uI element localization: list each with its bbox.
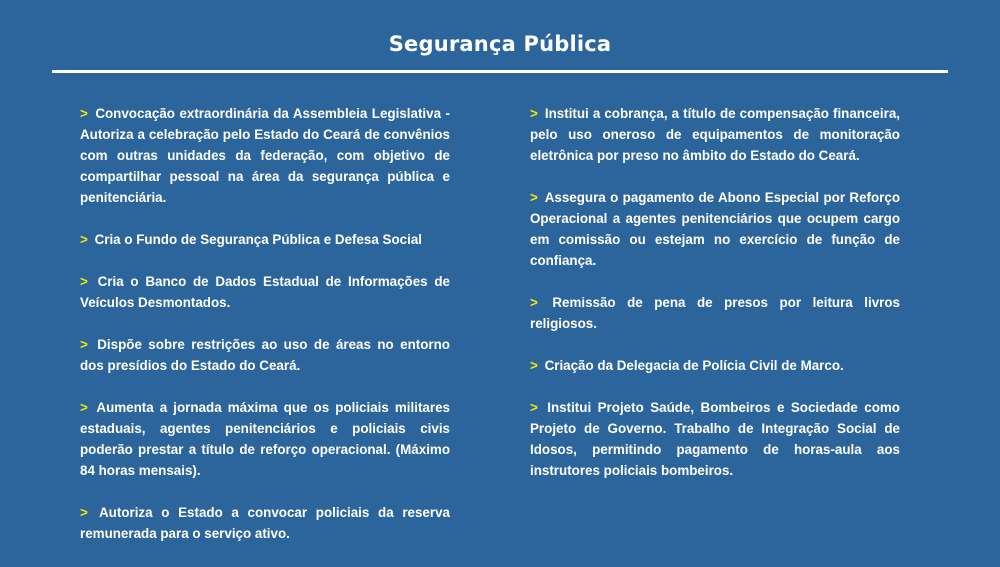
list-item (80, 271, 450, 313)
list-item (530, 292, 900, 334)
bullet-arrow-icon: > (530, 400, 538, 415)
bullet-arrow-icon: > (80, 106, 88, 121)
bullet-arrow-icon: > (530, 358, 538, 373)
list-item-text: Dispõe sobre restrições ao uso de áreas no entorno dos presídios do Estado do Ceará. (80, 337, 450, 373)
list-item (80, 502, 450, 544)
page-title: Segurança Pública (388, 32, 612, 56)
list-item-text: Institui Projeto Saúde, Bombeiros e Sociedade como Projeto de Governo. Trabalho de Integração Social de Idosos, permitindo pagamento de horas-aula aos instrutores policiais bombeiros. (530, 400, 900, 478)
bullet-arrow-icon: > (80, 400, 88, 415)
bullet-arrow-icon: > (530, 295, 538, 310)
left-column (80, 103, 450, 565)
list-item-text: Aumenta a jornada máxima que os policiais militares estaduais, agentes penitenciários e policiais civis poderão prestar a título de reforço operacional. (Máximo 84 horas mensais). (80, 400, 450, 478)
bullet-arrow-icon: > (80, 505, 88, 520)
list-item (530, 187, 900, 271)
bullet-arrow-icon: > (80, 337, 88, 352)
list-item-text: Cria o Fundo de Segurança Pública e Defesa Social (94, 232, 422, 247)
list-item (80, 397, 450, 481)
title-divider (52, 70, 948, 73)
list-item (80, 334, 450, 376)
bullet-arrow-icon: > (80, 274, 88, 289)
list-item (530, 103, 900, 166)
list-item (530, 397, 900, 481)
list-item (80, 229, 450, 250)
list-item-text: Assegura o pagamento de Abono Especial por Reforço Operacional a agentes penitenciários que ocupem cargo em comissão ou estejam no exercício de função de confiança. (530, 190, 900, 268)
bullet-arrow-icon: > (530, 106, 538, 121)
right-column (530, 103, 900, 502)
list-item-text: Criação da Delegacia de Polícia Civil de Marco. (544, 358, 844, 373)
list-item (530, 355, 900, 376)
list-item-text: Convocação extraordinária da Assembleia Legislativa - Autoriza a celebração pelo Estado do Ceará de convênios com outras unidades da federação, com objetivo de compartilhar pessoal na área da segurança pública e penitenciária. (80, 106, 450, 205)
list-item-text: Institui a cobrança, a título de compensação financeira, pelo uso oneroso de equipamentos de monitoração eletrônica por preso no âmbito do Estado do Ceará. (530, 106, 900, 163)
list-item (80, 103, 450, 208)
bullet-arrow-icon: > (530, 190, 538, 205)
list-item-text: Remissão de pena de presos por leitura livros religiosos. (530, 295, 900, 331)
list-item-text: Autoriza o Estado a convocar policiais da reserva remunerada para o serviço ativo. (80, 505, 450, 541)
list-item-text: Cria o Banco de Dados Estadual de Informações de Veículos Desmontados. (80, 274, 450, 310)
bullet-arrow-icon: > (80, 232, 88, 247)
